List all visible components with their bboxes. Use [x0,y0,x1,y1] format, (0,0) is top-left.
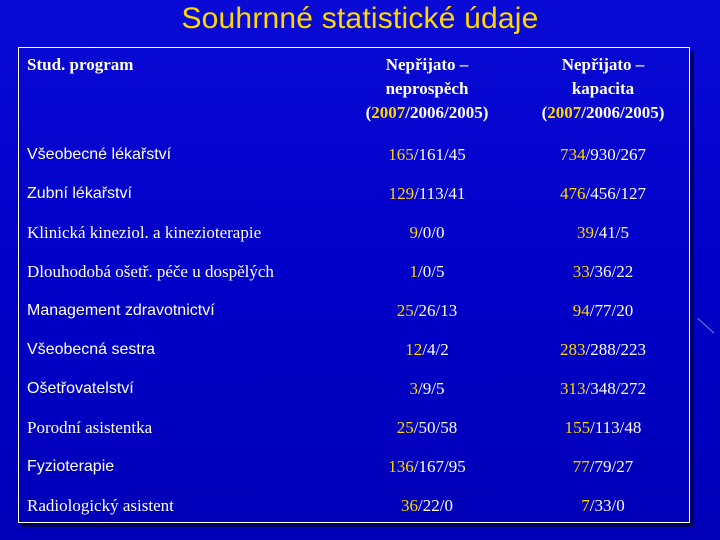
program-name: Management zdravotnictví [27,301,215,319]
failed-capacity-2007: 39 [577,222,595,242]
failed-grades-prev: /9/5 [418,378,445,398]
failed-capacity-prev: /113/48 [590,417,642,437]
failed-capacity-prev: /41/5 [594,222,629,242]
failed-grades-prev: /0/5 [418,261,445,281]
header-failed-capacity-line2: kapacita [571,79,635,98]
failed-grades-2007: 36 [401,495,419,515]
failed-capacity-2007: 94 [572,300,590,320]
program-name: Všeobecné lékařství [27,145,172,163]
failed-capacity-2007: 7 [581,495,590,515]
years-rest: /2006/2005) [581,103,665,122]
failed-capacity-prev: /288/223 [585,339,646,359]
failed-grades-prev: /113/41 [414,183,466,203]
failed-capacity-value [515,252,691,291]
program-name: Porodní asistentka [27,417,153,437]
failed-capacity-prev: /33/0 [589,495,625,515]
header-failed-capacity-line1: Nepřijato – [561,55,645,74]
table-row [19,408,691,447]
years-highlight: 2007 [371,103,406,122]
failed-grades-2007: 12 [405,339,423,359]
failed-grades-prev: /26/13 [413,300,458,320]
failed-capacity-value [515,330,691,369]
failed-grades-2007: 25 [396,300,414,320]
failed-capacity-2007: 283 [560,339,586,359]
program-name: Všeobecná sestra [27,340,156,358]
failed-grades-value [339,486,515,525]
failed-grades-prev: /161/45 [413,144,466,164]
failed-grades-value [339,330,515,369]
failed-capacity-2007: 77 [572,456,590,476]
failed-capacity-value [515,369,691,408]
failed-capacity-prev: /348/272 [585,378,646,398]
header-failed-grades-line1: Nepřijato – [385,55,469,74]
failed-grades-2007: 9 [409,222,419,242]
table-header-row [19,48,691,135]
table-row [19,486,691,525]
header-years [339,101,515,125]
statistics-table [18,47,690,523]
failed-capacity-2007: 33 [572,261,590,281]
failed-capacity-value [515,291,691,330]
failed-capacity-value [515,486,691,525]
failed-capacity-value [515,408,691,447]
table-row [19,369,691,408]
header-program: Stud. program [27,55,134,74]
program-name: Zubní lékařství [27,184,132,202]
program-name: Klinická kineziol. a kinezioterapie [27,222,262,242]
failed-grades-prev: /167/95 [413,456,466,476]
failed-grades-prev: /50/58 [413,417,458,437]
failed-capacity-prev: /36/22 [589,261,634,281]
header-failed-grades-line2: neprospěch [385,79,469,98]
failed-grades-2007: 165 [388,144,414,164]
table-row [19,213,691,252]
failed-grades-value [339,369,515,408]
failed-capacity-prev: /79/27 [589,456,634,476]
table-row [19,135,691,174]
failed-grades-value [339,135,515,174]
failed-capacity-value [515,213,691,252]
failed-capacity-value [515,174,691,213]
failed-grades-value [339,252,515,291]
failed-grades-prev: /0/0 [418,222,445,242]
failed-capacity-2007: 313 [560,378,586,398]
years-rest: /2006/2005) [405,103,489,122]
failed-grades-2007: 129 [388,183,415,203]
failed-grades-value [339,213,515,252]
failed-grades-value [339,447,515,486]
failed-grades-2007: 136 [388,456,414,476]
failed-grades-prev: /4/2 [422,339,449,359]
table-row [19,174,691,213]
failed-capacity-2007: 476 [560,183,586,203]
program-name: Dlouhodobá ošetř. péče u dospělých [27,261,274,281]
years-highlight: 2007 [547,103,582,122]
failed-capacity-value [515,135,691,174]
failed-capacity-prev: /930/267 [585,144,646,164]
table-row [19,291,691,330]
failed-capacity-prev: /456/127 [585,183,646,203]
failed-capacity-value [515,447,691,486]
header-failed-grades [339,48,515,135]
failed-grades-prev: /22/0 [418,495,453,515]
slide-title: Souhrnné statistické údaje [181,2,539,35]
failed-grades-2007: 3 [409,378,419,398]
failed-capacity-prev: /77/20 [589,300,634,320]
failed-grades-value [339,408,515,447]
decorative-line [697,318,714,333]
failed-capacity-2007: 734 [560,144,586,164]
failed-capacity-2007: 155 [564,417,591,437]
years-open: ( [541,103,548,122]
table-row [19,252,691,291]
header-years [515,101,691,125]
failed-grades-2007: 1 [409,261,419,281]
years-open: ( [365,103,372,122]
failed-grades-value [339,291,515,330]
failed-grades-value [339,174,515,213]
program-name: Ošetřovatelství [27,379,134,397]
program-name: Fyzioterapie [27,457,115,475]
header-failed-capacity [515,48,691,135]
table-row [19,330,691,369]
program-name: Radiologický asistent [27,495,174,515]
table-row [19,447,691,486]
failed-grades-2007: 25 [396,417,414,437]
